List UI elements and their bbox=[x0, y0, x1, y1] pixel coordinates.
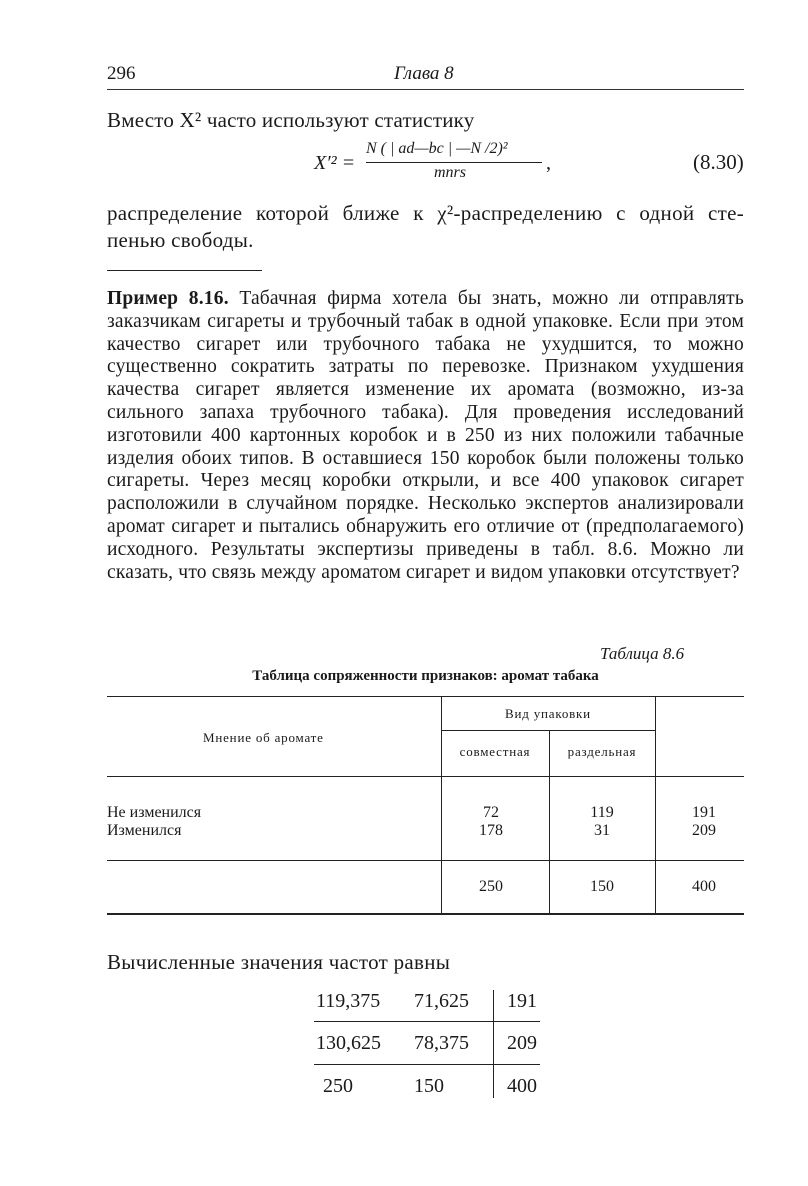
row-label-changed: Изменился bbox=[107, 822, 182, 839]
row-label-unchanged: Не изменился bbox=[107, 804, 202, 821]
freq-divider bbox=[493, 990, 494, 1098]
header-bottom-rule bbox=[107, 776, 744, 777]
table-top-rule bbox=[107, 696, 744, 697]
cell-unchanged-separate: 119 bbox=[590, 804, 614, 821]
freq-cell: 119,375 bbox=[316, 990, 381, 1012]
freq-rule-2 bbox=[314, 1064, 540, 1065]
cell-changed-joint: 178 bbox=[479, 822, 503, 839]
section-separator bbox=[107, 270, 262, 271]
freq-cell: 71,625 bbox=[414, 990, 469, 1012]
freq-cell: 250 bbox=[323, 1075, 353, 1097]
freq-cell: 78,375 bbox=[414, 1032, 469, 1054]
table-bottom-rule bbox=[107, 913, 744, 915]
equation-number: (8.30) bbox=[693, 150, 744, 174]
freq-cell: 150 bbox=[414, 1075, 444, 1097]
example-text: Табачная фирма хотела бы знать, можно ли отправлять заказчикам сигареты и трубочный табак в одной упаковке. Если при этом качество сигарет или трубочного табака не ухудшится, то можно существенно сократить затраты по перевозке. Признаком ухудшения качества сигарет является изменение их аромата (возможно, из-за сильного запаха трубочного табака). Для проведения исследований изготовили 400 картонных коробок и в 250 из них положили табачные изделия обоих типов. В оставшиеся 150 коробок были положены только сигареты. Через месяц коробки открыли, и все 400 упаковок сигарет расположили в случайном порядке. Несколько экспертов анализировали аромат сигарет и пытались обнаружить его отличие от (предполагаемого) исходного. Результаты экспертизы приведены в табл. 8.6. Можно ли сказать, что связь между ароматом сигарет и видом упаковки отсутствует? bbox=[107, 288, 744, 583]
cell-changed-separate: 31 bbox=[594, 822, 610, 839]
page-number: 296 bbox=[107, 63, 136, 84]
freq-rule-1 bbox=[314, 1021, 540, 1022]
col-divider-3 bbox=[655, 697, 656, 913]
total-separate: 150 bbox=[590, 878, 614, 895]
header-rule bbox=[107, 89, 744, 90]
row-header-label: Мнение об аромате bbox=[203, 730, 324, 745]
group-header-label: Вид упаковки bbox=[505, 706, 591, 721]
body-bottom-rule bbox=[107, 860, 744, 861]
after-formula-paragraph: распределение которой ближе к χ²-распределению с одной сте- пенью свободы. bbox=[107, 201, 744, 252]
formula-comma: , bbox=[546, 152, 551, 174]
table-title: Таблица сопряженности признаков: аромат табака bbox=[252, 668, 599, 684]
freq-cell: 400 bbox=[507, 1075, 537, 1097]
col-divider-1 bbox=[441, 697, 442, 913]
formula-lhs: X′² = bbox=[314, 152, 356, 174]
col-header-joint: совместная bbox=[459, 744, 531, 759]
table-label: Таблица 8.6 bbox=[600, 644, 685, 663]
formula-8-30 bbox=[314, 140, 574, 184]
cell-changed-total: 209 bbox=[692, 822, 716, 839]
intro-paragraph: Вместо X² часто используют статистику bbox=[107, 108, 475, 132]
formula-denominator: mnrs bbox=[434, 164, 467, 181]
example-label: Пример 8.16. bbox=[107, 288, 229, 309]
grand-total: 400 bbox=[692, 878, 716, 895]
fraction-bar bbox=[366, 162, 542, 163]
group-header-rule bbox=[441, 730, 655, 731]
col-header-separate: раздельная bbox=[567, 744, 637, 759]
total-joint: 250 bbox=[479, 878, 503, 895]
formula-numerator: N ( | ad—bc | —N /2)² bbox=[366, 140, 508, 157]
freq-cell: 191 bbox=[507, 990, 537, 1012]
cell-unchanged-joint: 72 bbox=[483, 804, 499, 821]
chapter-title: Глава 8 bbox=[394, 63, 454, 84]
example-paragraph bbox=[107, 288, 744, 584]
freq-cell: 209 bbox=[507, 1032, 537, 1054]
cell-unchanged-total: 191 bbox=[692, 804, 716, 821]
computed-frequencies-text: Вычисленные значения частот равны bbox=[107, 950, 451, 974]
freq-cell: 130,625 bbox=[316, 1032, 381, 1054]
